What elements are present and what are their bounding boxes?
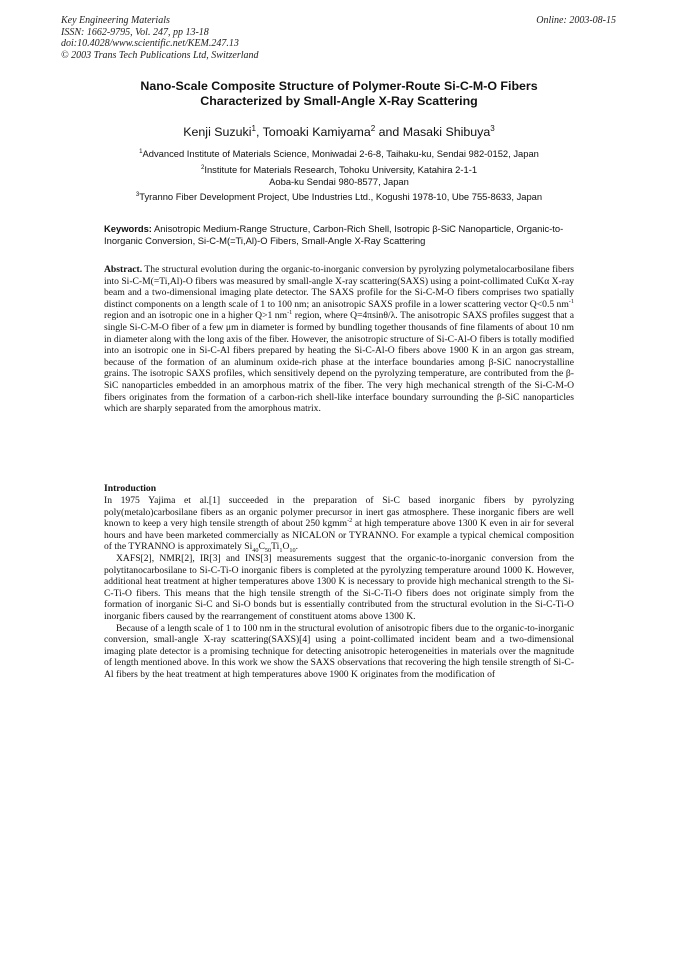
- journal-name: Key Engineering Materials: [61, 15, 170, 26]
- author-separator-1: ,: [255, 125, 263, 139]
- author-2-affil: 2: [370, 123, 376, 133]
- formula-sub-3: 1: [279, 547, 283, 555]
- author-1-affil: 1: [251, 123, 256, 133]
- title-line-2: Characterized by Small-Angle X-Ray Scattering: [200, 94, 478, 108]
- author-3-affil: 3: [490, 123, 495, 133]
- intro-paragraph-1: [104, 495, 574, 553]
- introduction-body: [104, 495, 574, 681]
- author-1: Kenji Suzuki: [183, 125, 252, 139]
- author-list: [60, 125, 618, 140]
- affiliation-2: [60, 164, 618, 187]
- abstract-sup-1: -1: [568, 297, 574, 305]
- keywords-block: [104, 223, 582, 246]
- intro-paragraph-3: Because of a length scale of 1 to 100 nm in the structural evolution of anisotropic fibers due to the organic-to-inorganic conversion, small-angle X-ray scattering(SAXS)[4] using a point-collimated incident beam and a two-dimensional imaging plate detector is a promising technique for detecting anisotropic heterogeneities in materials over the magnitude of length mentioned above. In this work we show the SAXS observations that recovering the high tensile strength of Si-C-Al fibers by the heat treatment at high temperatures above 1900 K originates from the modification of: [104, 622, 575, 680]
- author-2: Tomoaki Kamiyama: [262, 125, 371, 139]
- abstract-block: [104, 264, 574, 415]
- keywords-text: Anisotropic Medium-Range Structure, Carbon-Rich Shell, Isotropic β-SiC Nanoparticle, Organic-to-Inorganic Conversion, Si-C-M(=Ti,Al)-O Fibers, Small-Angle X-Ray Scattering: [104, 223, 564, 246]
- copyright-line: © 2003 Trans Tech Publications Ltd, Switzerland: [61, 49, 259, 61]
- affiliation-2-text-1: Institute for Materials Research, Tohoku University, Katahira 2-1-1: [204, 164, 478, 175]
- intro-p1-end: .: [295, 541, 299, 553]
- affiliation-1: [60, 148, 618, 160]
- affiliation-2-mark: 2: [200, 163, 205, 171]
- formula-sub-4: 10: [289, 547, 296, 555]
- author-separator-2: and: [375, 125, 403, 139]
- keywords-label: Keywords:: [104, 223, 152, 234]
- formula-elem-2: Ti: [271, 541, 280, 553]
- abstract-label: Abstract.: [104, 264, 143, 275]
- intro-p1-text-b: at high temperature above 1300 K even in air for several hours and have been marketed commercially as NICALON or TYRANNO. For example a typical chemical composition of the TYRANNO is approximately Si: [104, 518, 574, 553]
- issn-line: ISSN: 1662-9795, Vol. 247, pp 13-18: [61, 26, 209, 38]
- abstract-text-1: The structural evolution during the organic-to-inorganic conversion by pyrolyzing polymetalocarbosilane fibers into Si-C-M(=Ti,Al)-O fibers was measured by small-angle X-ray scattering(SAXS) using a point-collimated CuKα X-ray beam and a two-dimensional imaging plate detector. The SAXS profile for the Si-C-M-O fibers comprises two spatially distinct components on a length scale of 1 to 100 nm; an anisotropic SAXS profile in a lower scattering vector Q<0.5 nm: [104, 264, 574, 310]
- abstract-text-3: region, where Q=4πsinθ/λ. The anisotropic SAXS profiles suggest that a single Si-C-M-O fiber of a few μm in diameter is formed by bundling together thousands of fine filaments of about 10 nm in diameter along with the long axis of the fiber. However, the anisotropic structure of Si-C-Al-O fibers is totally modified into an isotropic one in Si-C-Al fibers prepared by heating the Si-C-Al-O fibers above 1900 K in an argon gas stream, because of the formation of an aluminum oxide-rich phase at the interface boundaries among β-SiC nanocrystalline grains. The isotropic SAXS profiles, which sensitively depend on the pyrolyzing temperature, are contributed from the β-SiC nanoparticles embedded in an amorphous matrix of the fiber. The very high mechanical strength of the Si-C-M-O fibers originates from the formation of a carbon-rich shell-like interface boundary surrounding the β-SiC nanoparticles which are sharply separated from the amorphous matrix.: [104, 310, 574, 415]
- affiliation-1-mark: 1: [139, 147, 143, 155]
- formula-elem-3: O: [282, 541, 290, 553]
- journal-header: [61, 15, 259, 61]
- paper-title: [60, 79, 618, 109]
- introduction-heading: Introduction: [104, 483, 157, 494]
- intro-paragraph-2: XAFS[2], NMR[2], IR[3] and INS[3] measurements suggest that the organic-to-inorganic conversion from the polytitanocarbosilane to Si-C-Ti-O inorganic fibers is completed at the pyrolyzing temperature around 1000 K. However, additional heat treatment at higher temperatures above 1300 K is necessary to provide high mechanical strength to the Si-C-Ti-O fibers. This means that the high tensile strength of the Si-C-Ti-O fibers does not originate simply from the formation of inorganic Si-C and Si-O bonds but is essentially contributed from the structural evolution in the Si-C-Ti-O inorganic fibers caused by the rearrangement of constituent atoms above 1300 K.: [104, 552, 574, 622]
- title-line-1: Nano-Scale Composite Structure of Polymer-Route Si-C-M-O Fibers: [140, 79, 538, 93]
- intro-p1-text-a: In 1975 Yajima et al.[1] succeeded in the preparation of Si-C based inorganic fibers by pyrolyzing poly(metalo)carbosilane fibers as an organic polymer precursor in inert gas atmosphere. These inorganic fibers are well known to keep a very high tensile strength of about 250 kgmm: [104, 495, 574, 530]
- formula-elem-1: C: [258, 541, 265, 553]
- abstract-text-2: region and an isotropic one in a higher Q>1 nm: [104, 310, 288, 322]
- doi-line: doi:10.4028/www.scientific.net/KEM.247.13: [61, 38, 239, 49]
- affiliation-1-text: Advanced Institute of Materials Science, Moniwadai 2-6-8, Taihaku-ku, Sendai 982-0152, Japan: [142, 148, 539, 159]
- formula-sub-2: 50: [264, 547, 272, 555]
- author-3: Masaki Shibuya: [402, 125, 491, 139]
- affiliation-3-text: Tyranno Fiber Development Project, Ube Industries Ltd., Kogushi 1978-10, Ube 755-8633, Japan: [139, 191, 543, 202]
- formula-sub-1: 40: [252, 547, 259, 555]
- affiliation-3: [60, 191, 618, 203]
- online-date: Online: 2003-08-15: [536, 15, 616, 26]
- affiliation-3-mark: 3: [135, 190, 140, 198]
- intro-p1-sup: -2: [347, 517, 353, 524]
- abstract-sup-2: -1: [287, 309, 293, 317]
- affiliation-2-text-2: Aoba-ku Sendai 980-8577, Japan: [269, 175, 409, 187]
